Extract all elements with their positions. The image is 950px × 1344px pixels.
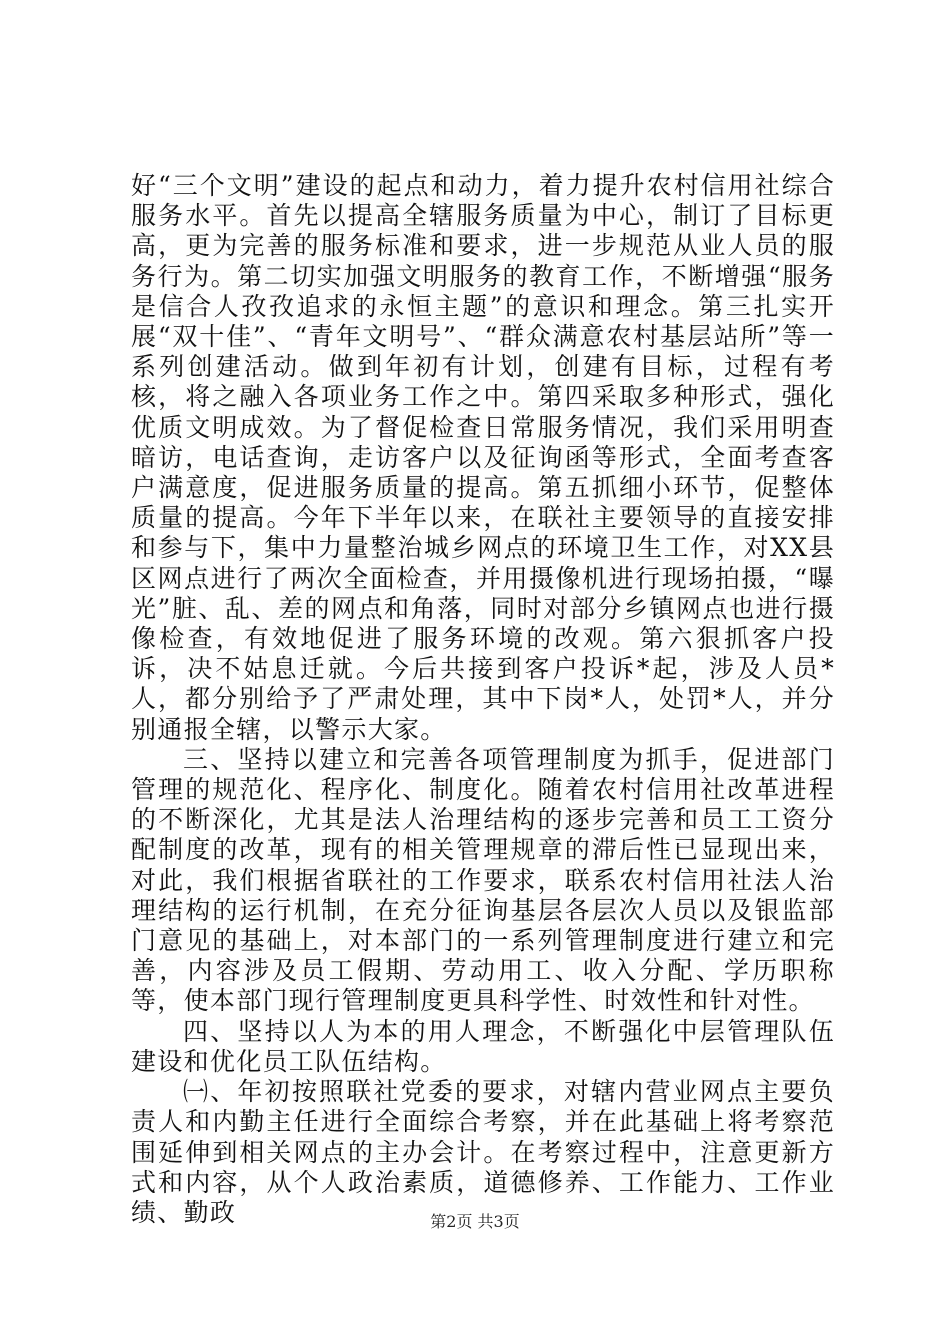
paragraph-management-system: 三、坚持以建立和完善各项管理制度为抓手，促进部门管理的规范化、程序化、制度化。随着农村信用社改革进程的不断深化，尤其是法人治理结构的逐步完善和员工工资分配制度的改革，现有的相关管理规章的滞后性已显现出来，对此，我们根据省联社的工作要求，联系农村信用社法人治理结构的运行机制，在充分征询基层各层次人员以及银监部门意见的基础上，对本部门的一系列管理制度进行建立和完善，内容涉及员工假期、劳动用工、收入分配、学历职称等，使本部门现行管理制度更具科学性、时效性和针对性。 bbox=[131, 744, 835, 1016]
page-footer: 第2页 共3页 bbox=[430, 1212, 520, 1231]
document-body bbox=[131, 171, 835, 1228]
paragraph-service-quality: 好“三个文明”建设的起点和动力，着力提升农村信用社综合服务水平。首先以提高全辖服务质量为中心，制订了目标更高，更为完善的服务标准和要求，进一步规范从业人员的服务行为。第二切实加强文明服务的教育工作，不断增强“服务是信合人孜孜追求的永恒主题”的意识和理念。第三扎实开展“双十佳”、“青年文明号”、“群众满意农村基层站所”等一系列创建活动。做到年初有计划，创建有目标，过程有考核，将之融入各项业务工作之中。第四采取多种形式，强化优质文明成效。为了督促检查日常服务情况，我们采用明查暗访，电话查询，走访客户以及征询函等形式，全面考查客户满意度，促进服务质量的提高。第五抓细小环节，促整体质量的提高。今年下半年以来，在联社主要领导的直接安排和参与下，集中力量整治城乡网点的环境卫生工作，对XX县区网点进行了两次全面检查，并用摄像机进行现场拍摄，“曝光”脏、乱、差的网点和角落，同时对部分乡镇网点也进行摄像检查，有效地促进了服务环境的改观。第六狠抓客户投诉，决不姑息迁就。今后共接到客户投诉*起，涉及人员*人，都分别给予了严肃处理，其中下岗*人，处罚*人，并分别通报全辖，以警示大家。 bbox=[131, 171, 835, 744]
paragraph-people-oriented: 四、坚持以人为本的用人理念，不断强化中层管理队伍建设和优化员工队伍结构。 bbox=[131, 1016, 835, 1076]
paragraph-evaluation: ㈠、年初按照联社党委的要求，对辖内营业网点主要负责人和内勤主任进行全面综合考察，并在此基础上将考察范围延伸到相关网点的主办会计。在考察过程中，注意更新方式和内容，从个人政治素质，道德修养、工作能力、工作业绩、勤政 bbox=[131, 1077, 835, 1227]
